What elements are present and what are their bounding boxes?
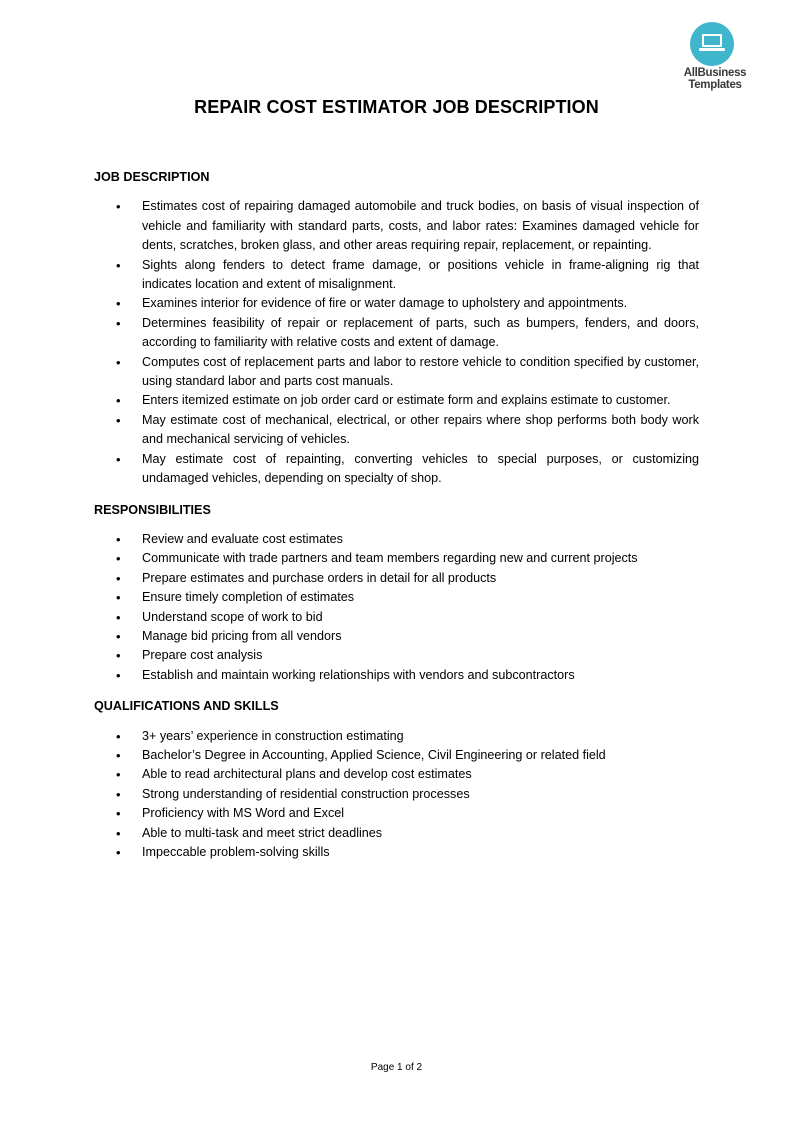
page-number: Page 1 of 2 bbox=[370, 1062, 423, 1073]
allbusiness-templates-logo bbox=[672, 22, 758, 94]
job-description-list bbox=[94, 197, 699, 488]
list-item: • Able to read architectural plans and develop cost estimates bbox=[94, 765, 699, 784]
list-item: • Prepare estimates and purchase orders in detail for all products bbox=[94, 569, 699, 588]
list-item: • Sights along fenders to detect frame damage, or positions vehicle in frame-aligning rig that indicates location and extent of misalignment. bbox=[94, 256, 699, 295]
list-item: • Communicate with trade partners and team members regarding new and current projects bbox=[94, 549, 699, 568]
list-item: • Impeccable problem-solving skills bbox=[94, 843, 699, 862]
list-item: • Manage bid pricing from all vendors bbox=[94, 627, 699, 646]
list-item: • Estimates cost of repairing damaged automobile and truck bodies, on basis of visual inspection of vehicle and familiarity with standard parts, costs, and labor rates: Examines damaged vehicle for dents, scratches, broken glass, and other areas requiring repair, replacement, or repainting. bbox=[94, 197, 699, 255]
list-item: • Able to multi-task and meet strict deadlines bbox=[94, 824, 699, 843]
list-item: • Determines feasibility of repair or replacement of parts, such as bumpers, fenders, and doors, according to familiarity with relative costs and extent of damage. bbox=[94, 314, 699, 353]
list-item: • May estimate cost of mechanical, electrical, or other repairs where shop performs both body work and mechanical servicing of vehicles. bbox=[94, 411, 699, 450]
laptop-icon bbox=[698, 32, 726, 54]
list-item: • Bachelor’s Degree in Accounting, Applied Science, Civil Engineering or related field bbox=[94, 746, 699, 765]
list-item: • 3+ years’ experience in construction estimating bbox=[94, 727, 699, 746]
logo-badge bbox=[690, 22, 734, 66]
list-item: • Proficiency with MS Word and Excel bbox=[94, 804, 699, 823]
logo-text bbox=[672, 67, 758, 91]
section-heading-job-description: JOB DESCRIPTION bbox=[94, 170, 210, 184]
list-item: • Establish and maintain working relationships with vendors and subcontractors bbox=[94, 666, 699, 685]
list-item: • Examines interior for evidence of fire or water damage to upholstery and appointments. bbox=[94, 294, 699, 313]
document-body bbox=[94, 168, 699, 874]
list-item: • May estimate cost of repainting, converting vehicles to special purposes, or customizing undamaged vehicles, depending on specialty of shop. bbox=[94, 450, 699, 489]
qualifications-list bbox=[94, 727, 699, 863]
logo-line-1: AllBusiness bbox=[683, 67, 747, 79]
list-item: • Ensure timely completion of estimates bbox=[94, 588, 699, 607]
document-title: REPAIR COST ESTIMATOR JOB DESCRIPTION bbox=[194, 97, 599, 117]
list-item: • Understand scope of work to bid bbox=[94, 608, 699, 627]
list-item: • Prepare cost analysis bbox=[94, 646, 699, 665]
responsibilities-list bbox=[94, 530, 699, 685]
list-item: • Computes cost of replacement parts and labor to restore vehicle to condition specified by customer, using standard labor and parts cost manuals. bbox=[94, 353, 699, 392]
list-item: • Enters itemized estimate on job order card or estimate form and explains estimate to customer. bbox=[94, 391, 699, 410]
list-item: • Strong understanding of residential construction processes bbox=[94, 785, 699, 804]
section-heading-qualifications: QUALIFICATIONS AND SKILLS bbox=[94, 699, 279, 714]
list-item: • Review and evaluate cost estimates bbox=[94, 530, 699, 549]
section-heading-responsibilities: RESPONSIBILITIES bbox=[94, 502, 211, 517]
logo-line-2: Templates bbox=[688, 79, 742, 91]
